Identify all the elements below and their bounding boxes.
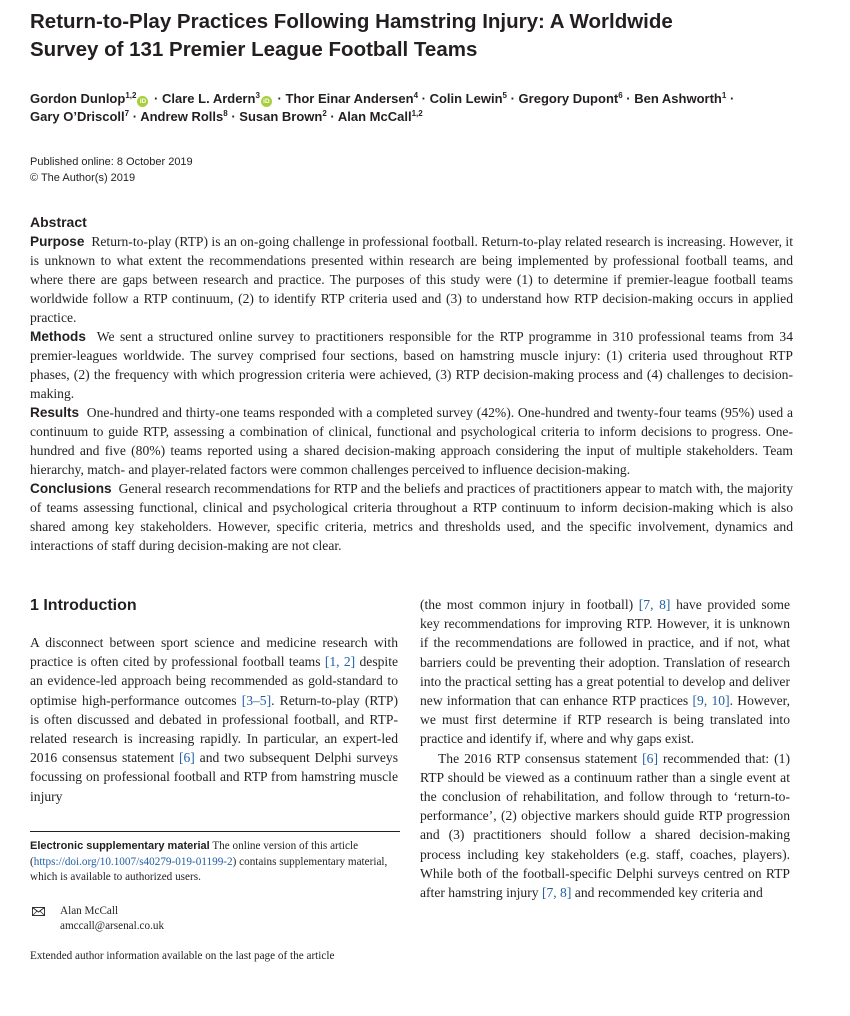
author-separator: · bbox=[726, 91, 735, 106]
body-text: . However, we must first determine if RTP research is being translated into practice and identify if, where and why gaps exist. bbox=[420, 693, 790, 747]
esm-label: Electronic supplementary material bbox=[30, 840, 210, 852]
author-name[interactable]: Gary O’Driscoll bbox=[30, 109, 125, 124]
body-text: despite an evidence-led approach being recommended as gold-standard to optimise high-performance outcomes bbox=[30, 654, 399, 708]
correspondence bbox=[30, 904, 400, 935]
conclusions-text: General research recommendations for RTP and the beliefs and practices of practitioners appear to match with, the majority of teams assessing functional, clinical and psychological criteria throughout a RTP continuum to inform decision-making which is also shared among key stakeholders. However, specific criteria, metrics and thresholds used, and the specific involvement, dynamics and interactions of staff during decision-making are not clear. bbox=[30, 481, 794, 553]
purpose-text: Return-to-play (RTP) is an on-going challenge in professional football. Return-to-play related research is increasing. However, it is unknown to what extent the recommendations presented within research are being implemented by professional football teams, and where there are gaps between research and practice. The purposes of this study were (1) to determine if premier-league football teams worldwide follow a RTP continuum, (2) to identify RTP criteria used and (3) to understand how RTP decision-making occurs in applied practice. bbox=[30, 234, 793, 325]
author-name[interactable]: Alan McCall bbox=[337, 109, 412, 124]
supplementary-material-note bbox=[30, 839, 400, 886]
abstract-heading: Abstract bbox=[30, 214, 87, 230]
body-text: (the most common injury in football) bbox=[420, 597, 639, 612]
abstract-methods bbox=[30, 327, 793, 403]
author-affiliation-sup: 1 bbox=[721, 91, 727, 100]
abstract-results bbox=[30, 403, 793, 479]
esm-text: ) contains supplementary material, which is available to authorized users. bbox=[30, 855, 388, 883]
citation-link[interactable]: [6] bbox=[642, 750, 658, 766]
author-list bbox=[30, 90, 820, 126]
doi-link[interactable]: https://doi.org/10.1007/s40279-019-01199-2 bbox=[33, 855, 233, 868]
article-title: Return-to-Play Practices Following Hamstring Injury: A Worldwide Survey of 131 Premier League Football Teams bbox=[30, 10, 673, 61]
results-label: Results bbox=[30, 405, 80, 420]
author-separator: · bbox=[150, 91, 162, 106]
publication-info bbox=[30, 154, 430, 186]
author-separator: · bbox=[326, 109, 338, 124]
results-text: One-hundred and thirty-one teams responded with a completed survey (42%). One-hundred and twenty-four teams (95%) used a continuum to guide RTP, assessing a combination of clinical, functional and psychological criteria to inform decisions to progress. One-hundred and five (80%) teams reported using a shared decision-making approach considering the input of multiple stakeholders. Team hierarchy, match- and player-related factors were common challenges perceived to influence decision-making. bbox=[30, 405, 794, 477]
author-separator: · bbox=[227, 109, 240, 124]
citation-link[interactable]: [9, 10] bbox=[692, 693, 730, 709]
section-heading-introduction: 1 Introduction bbox=[30, 597, 137, 614]
author-name[interactable]: Clare L. Ardern bbox=[162, 91, 256, 106]
author-separator: · bbox=[622, 91, 635, 106]
orcid-icon[interactable]: iD bbox=[261, 96, 272, 107]
author-separator: · bbox=[129, 109, 141, 124]
author-name[interactable]: Gordon Dunlop bbox=[30, 91, 126, 106]
author-name[interactable]: Andrew Rolls bbox=[140, 109, 224, 124]
body-text: . Return-to-play (RTP) is often discussed and debated in professional football, and RTP-related research is increasing rapidly. In particular, an expert-led 2016 consensus statement bbox=[30, 692, 398, 766]
intro-paragraph-1 bbox=[30, 633, 398, 806]
corresponding-author-email[interactable]: amccall@arsenal.co.uk bbox=[60, 920, 165, 932]
author-name[interactable]: Susan Brown bbox=[239, 109, 323, 124]
copyright: © The Author(s) 2019 bbox=[30, 172, 136, 184]
author-affiliation-sup: 5 bbox=[502, 91, 507, 100]
methods-text: We sent a structured online survey to practitioners responsible for the RTP programme in 310 professional teams from 34 premier-leagues worldwide. The survey comprised four sections, based on hamstring muscle injury: (1) criteria used throughout RTP phases, (2) the frequency with which progression criteria were achieved, (3) RTP decision-making process and (4) challenges to decision-making. bbox=[30, 329, 793, 401]
esm-text: The online version of this article ( bbox=[30, 840, 359, 868]
author-separator: · bbox=[273, 91, 286, 106]
citation-link[interactable]: [7, 8] bbox=[638, 597, 671, 612]
author-affiliation-sup: 7 bbox=[124, 109, 130, 118]
abstract bbox=[30, 212, 793, 555]
citation-link[interactable]: [6] bbox=[178, 750, 195, 766]
body-text: have provided some key recommendations for improving RTP. However, it is unknown if the recommendations are followed in practice, and if not, what barriers could be preventing their adoption. Translation of research into the practical setting has a great potential to develop and deliver new information that can enhance RTP practices bbox=[420, 597, 791, 709]
body-column-right bbox=[420, 595, 790, 902]
author-affiliation-sup: 1,2 bbox=[125, 91, 137, 100]
author-name[interactable]: Gregory Dupont bbox=[518, 91, 619, 106]
body-text: recommended that: (1) RTP should be viewed as a continuum rather than a single event at the conclusion of rehabilitation, and follow through to ‘return-to-performance’, (2) objective markers should guide RTP progression and (3) practitioners should follow a shared decision-making process including key stakeholders (e.g. staff, coaches, players). While both of the football-specific Delphi surveys centred on RTP after hamstring injury bbox=[420, 750, 791, 901]
abstract-conclusions bbox=[30, 479, 793, 555]
body-text: and recommended key criteria and bbox=[571, 885, 763, 901]
orcid-icon[interactable]: iD bbox=[137, 96, 148, 107]
author-affiliation-sup: 6 bbox=[618, 91, 623, 100]
author-name[interactable]: Thor Einar Andersen bbox=[285, 91, 414, 106]
body-text: The 2016 RTP consensus statement bbox=[438, 750, 643, 766]
corresponding-author-name: Alan McCall bbox=[60, 904, 119, 917]
footnote bbox=[30, 831, 400, 964]
author-affiliation-sup: 4 bbox=[413, 91, 419, 100]
author-name[interactable]: Ben Ashworth bbox=[634, 91, 722, 106]
purpose-label: Purpose bbox=[30, 234, 85, 249]
author-name[interactable]: Colin Lewin bbox=[429, 91, 503, 106]
citation-link[interactable]: [3–5] bbox=[241, 692, 272, 708]
author-affiliation-sup: 2 bbox=[322, 109, 327, 118]
body-text: A disconnect between sport science and medicine research with practice is often cited by professional football teams bbox=[30, 635, 398, 670]
extended-author-info: Extended author information available on the last page of the article bbox=[30, 949, 335, 962]
body-column-left bbox=[30, 595, 398, 806]
author-affiliation-sup: 3 bbox=[255, 91, 260, 100]
envelope-icon bbox=[32, 907, 45, 916]
author-separator: · bbox=[506, 91, 519, 106]
author-affiliation-sup: 1,2 bbox=[411, 109, 423, 118]
abstract-purpose bbox=[30, 232, 793, 327]
intro-paragraph-2 bbox=[420, 749, 790, 903]
body-text: and two subsequent Delphi surveys focussing on professional football and RTP from hamstring muscle injury bbox=[30, 750, 398, 804]
methods-label: Methods bbox=[30, 329, 86, 344]
author-separator: · bbox=[418, 91, 430, 106]
intro-paragraph-1-continued bbox=[420, 595, 790, 749]
conclusions-label: Conclusions bbox=[30, 481, 112, 496]
citation-link[interactable]: [7, 8] bbox=[541, 885, 572, 901]
published-date: Published online: 8 October 2019 bbox=[30, 156, 193, 168]
author-affiliation-sup: 8 bbox=[223, 109, 228, 118]
citation-link[interactable]: [1, 2] bbox=[324, 654, 356, 670]
